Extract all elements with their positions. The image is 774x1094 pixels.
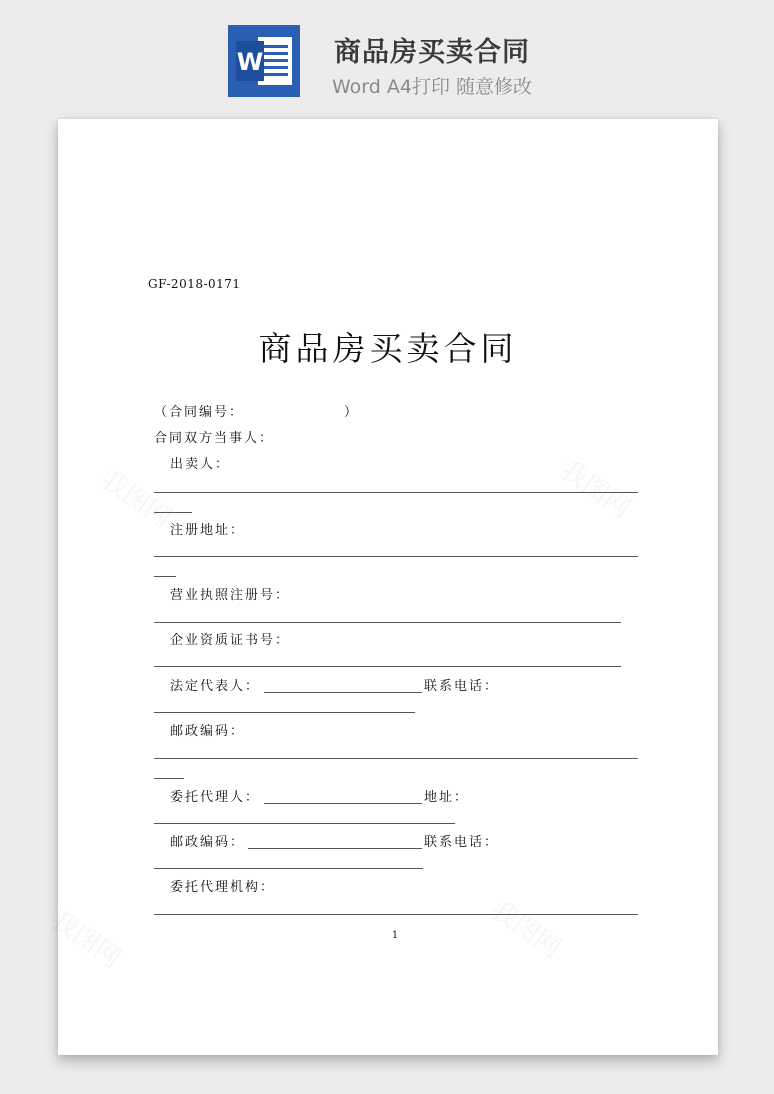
watermark — [554, 450, 639, 525]
phone-label: 联系电话： — [424, 679, 500, 694]
document-page — [58, 119, 718, 1055]
agent-label: 委托代理人： — [170, 790, 261, 805]
fill-line — [154, 622, 621, 623]
fill-line — [154, 868, 423, 869]
seller-label: 出卖人： — [170, 457, 231, 472]
fill-line — [154, 512, 192, 513]
fill-line — [154, 576, 176, 577]
contract-no-close: ） — [344, 405, 360, 420]
page-number: 1 — [391, 930, 399, 941]
header-banner — [0, 0, 774, 110]
phone-label-2: 联系电话： — [424, 835, 500, 850]
fill-line — [154, 492, 638, 493]
address-label: 地址： — [424, 790, 470, 805]
fill-line — [154, 778, 184, 779]
fill-line — [154, 823, 455, 824]
doc-title: 商品房买卖合同 — [258, 329, 518, 368]
fill-line — [248, 848, 422, 849]
doc-number: GF-2018-0171 — [148, 277, 241, 291]
business-license-label: 营业执照注册号： — [170, 588, 291, 603]
header-title: 商品房买卖合同 — [334, 37, 530, 68]
fill-line — [154, 758, 638, 759]
qualification-label: 企业资质证书号： — [170, 633, 291, 648]
fill-line — [154, 914, 638, 915]
fill-line — [154, 556, 638, 557]
reg-address-label: 注册地址： — [170, 523, 246, 538]
postal-label: 邮政编码： — [170, 724, 246, 739]
fill-line — [154, 666, 621, 667]
contract-no-label: （合同编号： — [154, 405, 245, 420]
parties-label: 合同双方当事人： — [154, 431, 275, 446]
fill-line — [264, 803, 422, 804]
agency-label: 委托代理机构： — [170, 880, 276, 895]
watermark — [94, 460, 179, 535]
legal-rep-label: 法定代表人： — [170, 679, 261, 694]
watermark — [484, 890, 569, 965]
word-icon — [228, 25, 300, 97]
fill-line — [264, 692, 422, 693]
word-icon-letter: W — [236, 48, 264, 76]
header-subtitle: Word A4打印 随意修改 — [331, 76, 532, 98]
postal-label-2: 邮政编码： — [170, 835, 246, 850]
fill-line — [154, 712, 415, 713]
